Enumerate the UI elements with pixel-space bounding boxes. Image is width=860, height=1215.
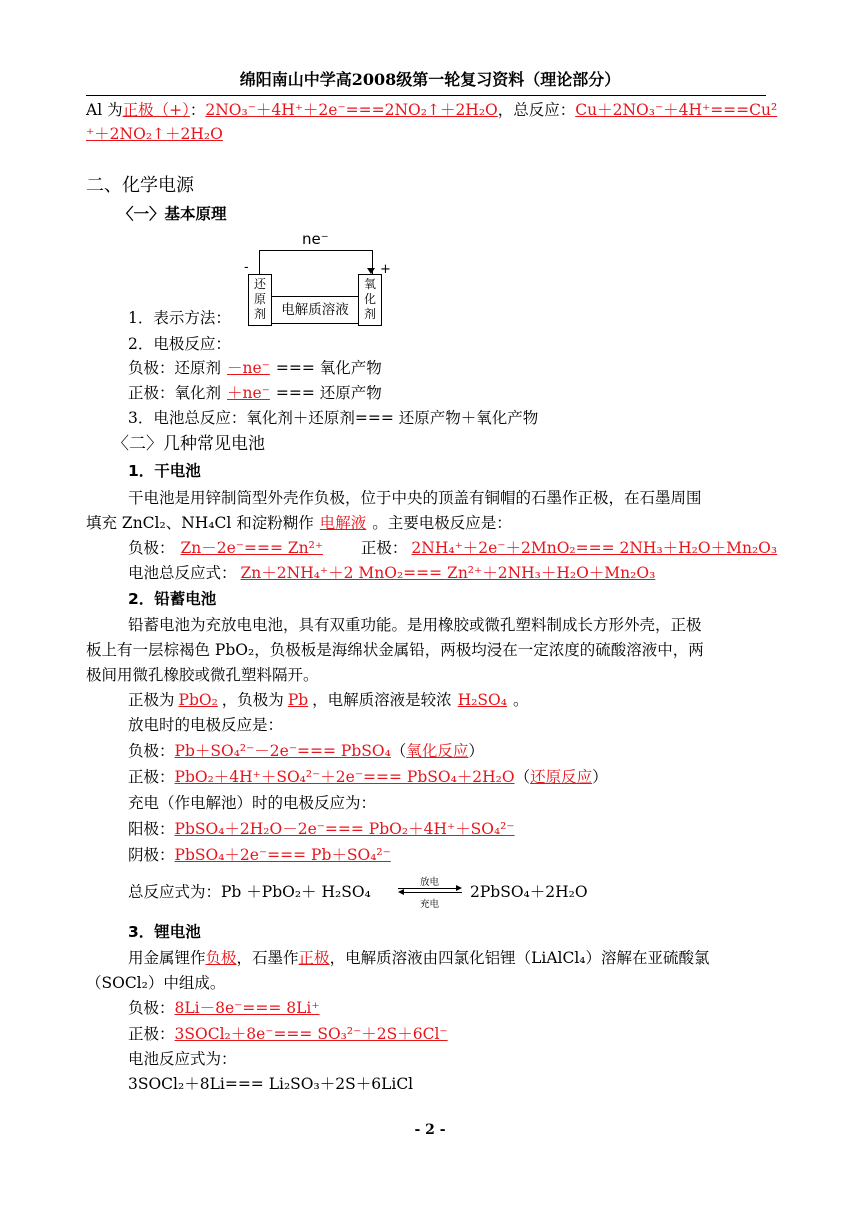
- li-positive-electrode: 正极: [298, 949, 330, 967]
- cell-diagram: [240, 228, 400, 328]
- li-negative-electrode: 负极: [205, 949, 237, 967]
- forward-arrow-icon: [456, 885, 462, 891]
- lead-discharge-positive: [128, 767, 608, 787]
- negative-general-label: 负极：还原剂: [128, 359, 222, 377]
- positive-general-line: [128, 383, 382, 403]
- dry-total-equation: Zn＋2NH₄⁺＋2 MnO₂=== Zn²⁺＋2NH₃＋H₂O＋Mn₂O₃: [240, 564, 656, 582]
- lead-battery-title: 2．铅蓄电池: [128, 590, 217, 608]
- reductant-char: 还: [253, 277, 266, 291]
- electrode-reaction-label: 2．电极反应：: [128, 335, 231, 353]
- lithium-negative-line: [128, 998, 320, 1018]
- oxidant-electrode: [358, 274, 382, 326]
- lead-text-1: 铅蓄电池为充放电电池，具有双重功能。是用橡胶或微孔塑料制成长方形外壳，正极: [128, 616, 702, 634]
- lead-discharge-label: 放电时的电极反应是：: [128, 716, 284, 734]
- total-reaction-line: 3．电池总反应：氧化剂＋还原剂=== 还原产物＋氧化产物: [128, 409, 539, 427]
- subsection-common-batteries: 〈二〉几种常见电池: [112, 434, 265, 454]
- al-half-equation: 2NO₃⁻＋4H⁺＋2e⁻===2NO₂↑＋2H₂O: [205, 101, 498, 119]
- al-label: Al 为: [86, 101, 123, 119]
- dry-cell-title: 1．干电池: [128, 462, 201, 480]
- lead-pos-eq-label: 正极：: [128, 768, 175, 786]
- al-total-label: ，总反应：: [497, 101, 576, 119]
- li-neg-label: 负极：: [128, 999, 175, 1017]
- dry-cell-text-2c: 。主要电极反应是：: [372, 514, 512, 532]
- lithium-reaction-label: 电池反应式为：: [128, 1050, 237, 1068]
- paren-open: （: [514, 768, 531, 786]
- al-line: [86, 100, 777, 120]
- lithium-text-1: [128, 948, 710, 968]
- lead-anode-label: 阳极：: [128, 820, 175, 838]
- negative-general-line: [128, 358, 382, 378]
- dry-cell-text-1: 干电池是用锌制筒型外壳作负极，位于中央的顶盖有铜帽的石墨作正极，在石墨周围: [128, 489, 702, 507]
- oxidant-char: 剂: [363, 307, 376, 321]
- dry-positive-label: 正极：: [360, 539, 408, 557]
- li-text-1e: ，电解质溶液由四氯化铝锂（LiAlCl₄）溶解在亚硫酸氯: [329, 949, 710, 967]
- paren-close: ）: [468, 742, 484, 760]
- negative-general-blank: －ne⁻: [227, 359, 270, 377]
- li-neg-equation: 8Li－8e⁻=== 8Li⁺: [174, 999, 320, 1017]
- dry-total-label: 电池总反应式：: [128, 564, 237, 582]
- al-total-equation: Cu＋2NO₃⁻＋4H⁺===Cu²: [575, 101, 778, 119]
- al-electrode: 正极（+）: [122, 101, 190, 119]
- lead-pos-material: PbO₂: [178, 691, 218, 709]
- dry-cell-electrolyte: 电解液: [319, 514, 367, 532]
- dry-cell-electrodes-line: [128, 538, 781, 558]
- reversible-arrow: [398, 874, 464, 910]
- reverse-arrow-icon: [398, 889, 404, 895]
- dry-cell-text-2a: 填充 ZnCl₂、NH₄Cl 和淀粉糊作: [86, 514, 314, 532]
- lead-anode-equation: PbSO₄＋2H₂O－2e⁻=== PbO₂＋4H⁺＋SO₄²⁻: [174, 820, 515, 838]
- paren-close: ）: [592, 768, 608, 786]
- lead-total-label: 总反应式为：Pb ＋PbO₂＋ H₂SO₄: [128, 883, 371, 901]
- lead-total-right: 2PbSO₄＋2H₂O: [470, 883, 588, 901]
- lead-period: 。: [512, 691, 529, 709]
- li-text-1c: ，石墨作: [236, 949, 299, 967]
- lithium-total-equation: 3SOCl₂＋8Li=== Li₂SO₃＋2S＋6LiCl: [128, 1075, 414, 1093]
- lithium-positive-line: [128, 1024, 448, 1044]
- oxidant-char: 氧: [363, 277, 376, 291]
- lithium-text-2: （SOCl₂）中组成。: [86, 974, 226, 992]
- lead-cathode-label: 阴极：: [128, 846, 175, 864]
- reverse-arrow-line: [400, 892, 462, 893]
- lead-oxidation-note: 氧化反应: [406, 742, 469, 760]
- lead-pos-equation: PbO₂＋4H⁺＋SO₄²⁻＋2e⁻=== PbSO₄＋2H₂O: [174, 768, 515, 786]
- dry-positive-equation: 2NH₄⁺＋2e⁻＋2MnO₂=== 2NH₃＋H₂O＋Mn₂O₃: [411, 539, 778, 557]
- oxidant-char: 化: [363, 292, 376, 306]
- electrolyte-solution: 电解质溶液: [272, 296, 358, 324]
- al-total-equation-cont: ⁺＋2NO₂↑＋2H₂O: [86, 125, 223, 143]
- arrow-discharge-label: 放电: [420, 877, 440, 888]
- lead-text-2: 板上有一层棕褐色 PbO₂，负极板是海绵状金属铅，两极均浸在一定浓度的硫酸溶液中，两: [86, 641, 704, 659]
- li-pos-label: 正极：: [128, 1025, 175, 1043]
- paren-open: （: [390, 742, 407, 760]
- positive-general-label: 正极：氧化剂: [128, 384, 222, 402]
- lead-charge-label: 充电（作电解池）时的电极反应为：: [128, 794, 377, 812]
- forward-arrow-line: [398, 888, 460, 889]
- lead-discharge-negative: [128, 741, 484, 761]
- lead-pos-label: 正极为: [128, 691, 175, 709]
- lithium-battery-title: 3．锂电池: [128, 923, 201, 941]
- reductant-char: 原: [253, 292, 266, 306]
- positive-sign: +: [380, 262, 391, 277]
- reductant-char: 剂: [253, 307, 266, 321]
- li-pos-equation: 3SOCl₂＋8e⁻=== SO₃²⁻＋2S＋6Cl⁻: [174, 1025, 448, 1043]
- electron-flow-label: ne⁻: [302, 230, 329, 248]
- lead-neg-eq-label: 负极：: [128, 742, 175, 760]
- positive-general-blank: ＋ne⁻: [227, 384, 270, 402]
- lead-neg-equation: Pb＋SO₄²⁻－2e⁻=== PbSO₄: [174, 742, 391, 760]
- dry-cell-text-2: [86, 513, 512, 533]
- positive-general-product: === 还原产物: [275, 384, 382, 402]
- lead-electrolyte: H₂SO₄: [457, 691, 507, 709]
- section-title-chemical-power: 二、化学电源: [86, 175, 194, 196]
- negative-general-product: === 氧化产物: [275, 359, 382, 377]
- lead-cathode-equation: PbSO₄＋2e⁻=== Pb＋SO₄²⁻: [174, 846, 391, 864]
- li-text-1a: 用金属锂作: [128, 949, 206, 967]
- dry-negative-label: 负极：: [128, 539, 175, 557]
- dry-cell-total-line: [128, 563, 659, 583]
- lead-charge-cathode: [128, 845, 391, 865]
- page-header-title: 绵阳南山中学高2008级第一轮复习资料（理论部分）: [239, 70, 621, 89]
- lead-text-4: [128, 690, 528, 710]
- al-colon: ：: [189, 101, 206, 119]
- lead-neg-material: Pb: [287, 691, 309, 709]
- header-rule: [86, 95, 766, 96]
- lead-electrolyte-label: ，电解质溶液是较浓: [312, 691, 452, 709]
- external-wire: [259, 250, 373, 275]
- lead-charge-anode: [128, 819, 515, 839]
- arrow-charge-label: 充电: [420, 899, 440, 910]
- representation-label: 1．表示方法：: [128, 309, 231, 327]
- negative-sign: -: [244, 260, 249, 275]
- page-number: - 2 -: [414, 1122, 446, 1138]
- subsection-basic-principle: 〈一〉基本原理: [118, 205, 227, 223]
- lead-text-3: 极间用微孔橡胶或微孔塑料隔开。: [86, 666, 319, 684]
- reductant-electrode: [248, 274, 272, 326]
- dry-negative-equation: Zn－2e⁻=== Zn²⁺: [180, 539, 324, 557]
- lead-reduction-note: 还原反应: [530, 768, 593, 786]
- lead-neg-label: ，负极为: [221, 691, 284, 709]
